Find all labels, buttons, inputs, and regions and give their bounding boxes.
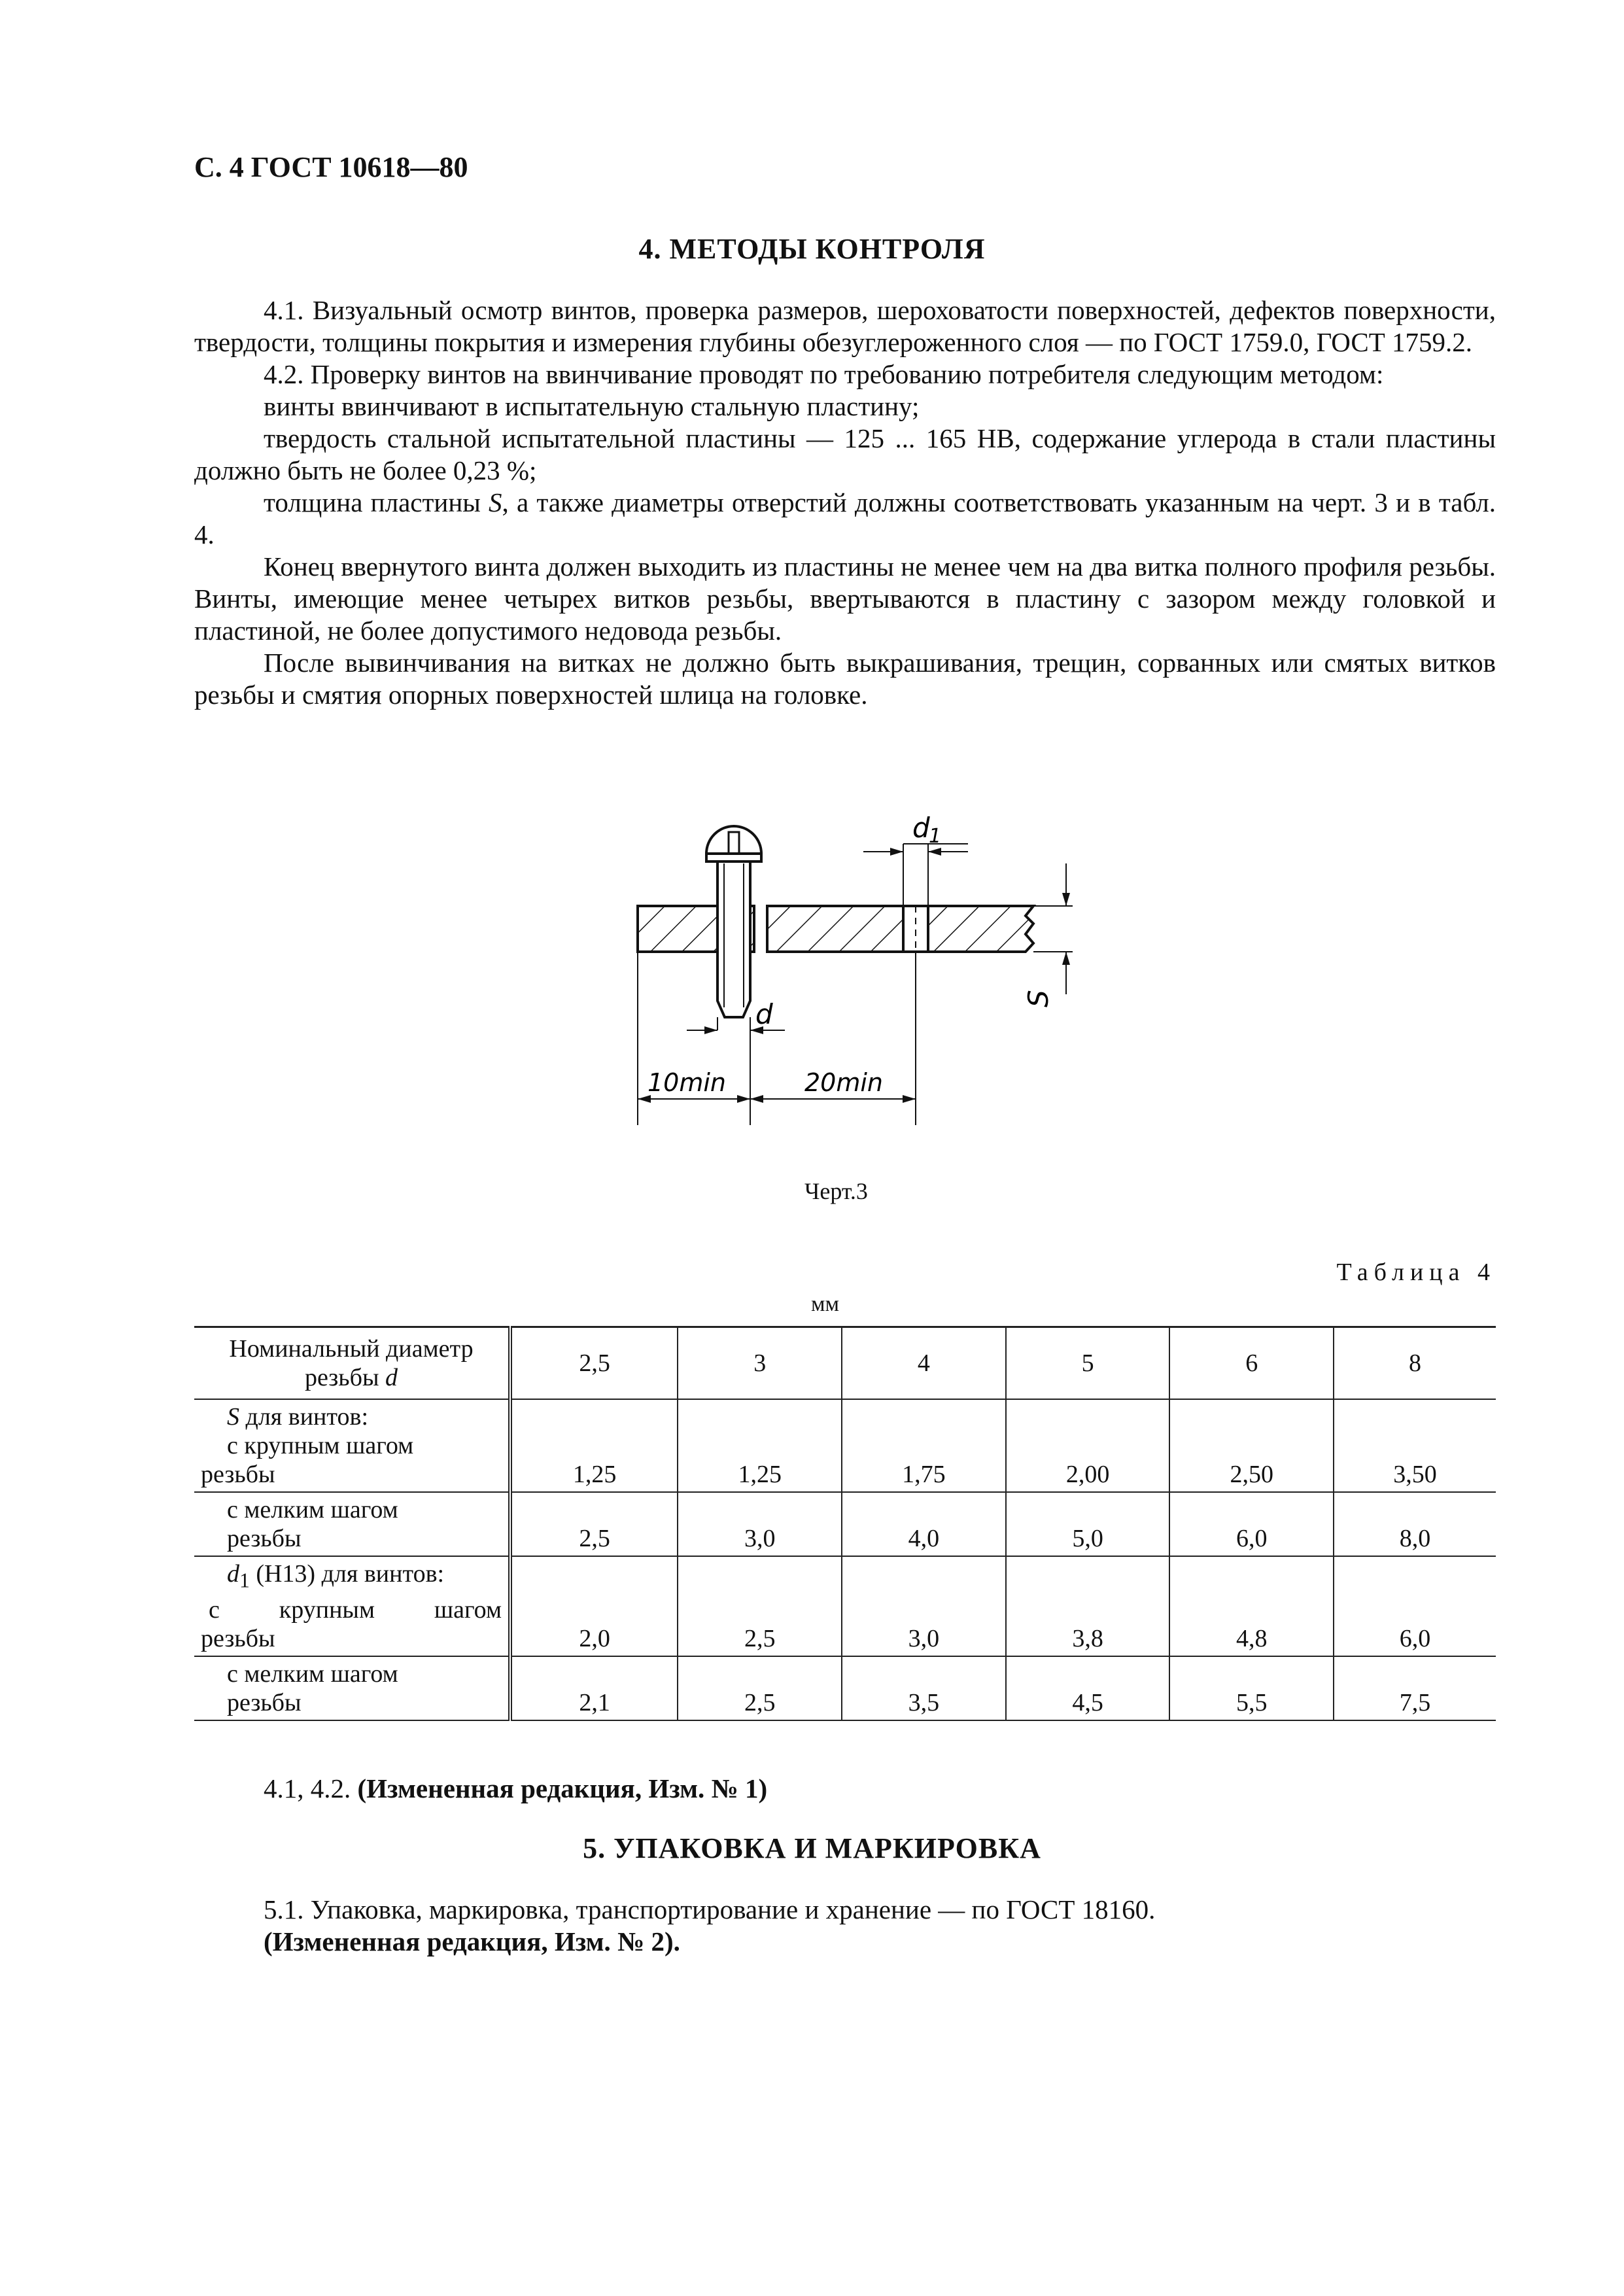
table-cell: 1,25 <box>510 1399 678 1492</box>
table-cell: 2,5 <box>510 1492 678 1556</box>
row-label-s-coarse: S для винтов: с крупным шагом резьбы <box>194 1399 510 1492</box>
table-cell: 3,50 <box>1334 1399 1496 1492</box>
diameter-cell: 2,5 <box>510 1327 678 1400</box>
paragraph-4-1: 4.1. Визуальный осмотр винтов, проверка размеров, шероховатости поверхностей, дефектов поверхности, твердости, толщины покрытия и измерения глубины обезуглероженного слоя — по ГОСТ 1759.0, ГОСТ 1759.2. <box>194 295 1496 357</box>
table-cell: 4,8 <box>1169 1556 1334 1656</box>
s-dimension <box>1022 863 1073 1007</box>
test-plate-drawing <box>615 798 1099 1125</box>
table-label: Таблица 4 <box>1336 1259 1496 1286</box>
table-cell: 8,0 <box>1334 1492 1496 1556</box>
table-cell: 3,0 <box>678 1492 842 1556</box>
header-label-cell: Номинальный диаметр резьбы d <box>194 1327 510 1400</box>
min-dimensions <box>638 952 916 1125</box>
diameter-cell: 5 <box>1006 1327 1170 1400</box>
d1-label: d <box>912 812 930 844</box>
s-label: S <box>1022 990 1054 1007</box>
diameter-cell: 4 <box>842 1327 1006 1400</box>
page-header: С. 4 ГОСТ 10618—80 <box>194 151 468 183</box>
table-cell: 2,5 <box>678 1656 842 1720</box>
amendment-1: 4.1, 4.2. (Измененная редакция, Изм. № 1) <box>264 1773 768 1803</box>
section-5-body <box>194 1894 1496 1958</box>
section-5-title: 5. УПАКОВКА И МАРКИРОВКА <box>583 1832 1041 1864</box>
diameter-cell: 3 <box>678 1327 842 1400</box>
paragraph-plate-hardness: твердость стальной испытательной пластины — 125 ... 165 HB, содержание углерода в стали пластины должно быть не более 0,23 %; <box>194 423 1496 485</box>
table-cell: 2,0 <box>510 1556 678 1656</box>
table-cell: 2,1 <box>510 1656 678 1720</box>
table-cell: 5,0 <box>1006 1492 1170 1556</box>
paragraph-screw-end: Конец ввернутого винта должен выходить из пластины не менее чем на два витка полного профиля резьбы. Винты, имеющие менее четырех витков резьбы, ввертываются в пластину с зазором между головкой и пластиной, не более допустимого недовода резьбы. <box>194 551 1496 646</box>
label-10min: 10min <box>648 1068 727 1097</box>
section-4-title: 4. МЕТОДЫ КОНТРОЛЯ <box>638 233 986 265</box>
paragraph-plate-thickness: толщина пластины S, а также диаметры отверстий должны соответствовать указанным на черт. 3 и в табл. 4. <box>194 487 1496 549</box>
table-cell: 3,0 <box>842 1556 1006 1656</box>
row-label-d1-coarse: $d_1$ (Н13) для винтов: с крупным шагом резьбы <box>194 1556 510 1656</box>
diameter-cell: 8 <box>1334 1327 1496 1400</box>
table-row <box>194 1656 1496 1720</box>
d1-dimension <box>863 812 968 906</box>
table-cell: 4,0 <box>842 1492 1006 1556</box>
table-cell: 2,5 <box>678 1556 842 1656</box>
label-20min: 20min <box>804 1068 884 1097</box>
table-cell: 5,5 <box>1169 1656 1334 1720</box>
d-label: d <box>755 998 773 1030</box>
diameter-cell: 6 <box>1169 1327 1334 1400</box>
row-label-d1-fine: с мелким шагом резьбы <box>194 1656 510 1720</box>
table-unit: мм <box>811 1292 840 1316</box>
table-cell: 3,8 <box>1006 1556 1170 1656</box>
section-4-body <box>194 294 1496 711</box>
table-cell: 3,5 <box>842 1656 1006 1720</box>
table-row <box>194 1399 1496 1492</box>
table-header-row <box>194 1327 1496 1400</box>
table-cell: 1,75 <box>842 1399 1006 1492</box>
drawing-caption: Черт.3 <box>804 1178 868 1204</box>
d1-label-sub: 1 <box>929 825 942 848</box>
table-cell: 7,5 <box>1334 1656 1496 1720</box>
table-cell: 6,0 <box>1169 1492 1334 1556</box>
table-cell: 2,50 <box>1169 1399 1334 1492</box>
table-cell: 1,25 <box>678 1399 842 1492</box>
amendment-2: (Измененная редакция, Изм. № 2). <box>264 1926 680 1957</box>
paragraph-5-1: 5.1. Упаковка, маркировка, транспортирование и хранение — по ГОСТ 18160. <box>264 1894 1156 1924</box>
paragraph-4-2: 4.2. Проверку винтов на ввинчивание проводят по требованию потребителя следующим методом: <box>264 359 1384 389</box>
paragraph-plate-insert: винты ввинчивают в испытательную стальную пластину; <box>264 391 920 421</box>
table-row <box>194 1556 1496 1656</box>
table-cell: 6,0 <box>1334 1556 1496 1656</box>
spec-table <box>194 1326 1496 1721</box>
table-row <box>194 1492 1496 1556</box>
row-label-s-fine: с мелким шагом резьбы <box>194 1492 510 1556</box>
table-cell: 2,00 <box>1006 1399 1170 1492</box>
table-cell: 4,5 <box>1006 1656 1170 1720</box>
paragraph-after-unscrew: После вывинчивания на витках не должно быть выкрашивания, трещин, сорванных или смятых витков резьбы и смятия опорных поверхностей шлица на головке. <box>194 648 1496 710</box>
test-plate <box>638 906 1033 952</box>
